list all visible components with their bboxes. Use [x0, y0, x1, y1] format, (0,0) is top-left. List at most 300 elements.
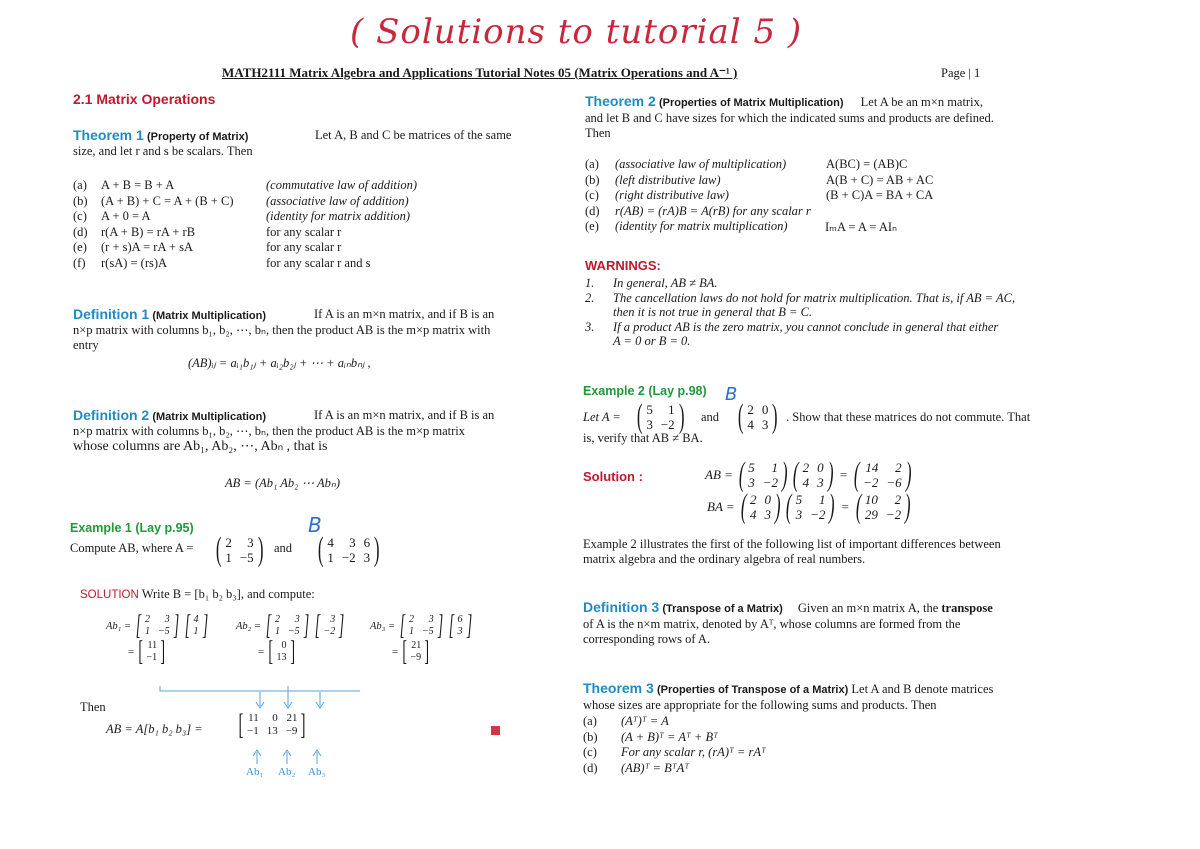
ab-result-cell-0-1: 2 — [895, 460, 902, 475]
theorem-2-item — [585, 157, 1015, 173]
ab1-matrix-cell-1-0: 1 — [144, 626, 150, 637]
item-comment: (right distributive law) — [615, 188, 729, 202]
ex2-matrix-a-cell-1-1: −2 — [660, 417, 675, 432]
solution-1-text: Write B = [b₁ b₂ b₃], and compute: — [141, 587, 315, 601]
ex2-matrix-a-cell-1-0: 3 — [646, 417, 653, 432]
ab-m1-cell-1-0: 3 — [748, 475, 755, 490]
theorem-1-item — [73, 240, 473, 256]
example-1-matrix-a — [213, 531, 266, 568]
definition-3-subtitle: (Transpose of a Matrix) — [662, 603, 783, 615]
ab1-result-close-bracket: ] — [160, 636, 166, 667]
ab-final-label: AB = A[b₁ b₂ b₃] = — [106, 722, 203, 736]
ab-m1-close-bracket: ) — [781, 456, 788, 493]
item-number: (c) — [585, 188, 599, 202]
theorem-2 — [585, 94, 1055, 141]
ab2-matrix-cell-0-0: 2 — [274, 614, 280, 625]
ab2-line — [236, 610, 347, 641]
warning-text-2: A = 0 or B = 0. — [613, 334, 691, 348]
ab-final — [236, 708, 308, 741]
theorem-3-subtitle: (Properties of Transpose of a Matrix) — [656, 684, 849, 696]
item-comment: (left distributive law) — [615, 172, 721, 187]
theorem-1-subtitle: (Property of Matrix) — [146, 131, 249, 143]
item-number: (b) — [73, 193, 88, 208]
ex2-matrix-a-cell-0-1: 1 — [668, 402, 675, 417]
definition-1-text-3: entry — [73, 338, 99, 352]
ex2-matrix-b-grid — [746, 402, 769, 432]
theorem-1-list — [73, 178, 473, 271]
item-formula: (A + B)ᵀ = Aᵀ + Bᵀ — [621, 729, 718, 744]
ba-result — [853, 488, 914, 525]
handwritten-title: ( Solutions to tutorial 5 ) — [350, 12, 803, 52]
ba-m1-cell-1-0: 4 — [750, 507, 757, 522]
ab3-result-cell-0-0: 21 — [411, 640, 422, 651]
item-comment: (identity for matrix addition) — [266, 209, 411, 223]
matrix-b-open-bracket: ( — [317, 531, 324, 568]
item-number: (a) — [585, 157, 599, 171]
ab1-equals: = — [128, 646, 135, 658]
ab-result-cell-1-1: −6 — [886, 475, 902, 490]
warning-number: 1. — [585, 276, 595, 290]
ab3-vector-grid — [457, 614, 464, 638]
item-formula: A(BC) = (AB)C — [826, 157, 908, 171]
example-1-and: and — [274, 541, 293, 555]
ab2-computation — [236, 610, 347, 667]
example-2-and: and — [701, 410, 720, 424]
ab3-vector-close-bracket: ] — [466, 610, 472, 641]
item-comment: r(AB) = (rA)B = A(rB) for any scalar r — [615, 203, 811, 218]
column-up-arrows — [245, 748, 335, 766]
ab2-vector-cell-1-0: −2 — [323, 626, 336, 637]
example-1-matrix-b — [315, 531, 383, 568]
ab-final-open-bracket: [ — [238, 708, 244, 741]
ab2-matrix-cell-1-0: 1 — [274, 626, 280, 637]
col-label-1: Ab₁ — [246, 766, 264, 778]
ba-equals: = — [840, 499, 850, 514]
ab1-computation — [106, 610, 210, 667]
page-header-title: MATH2111 Matrix Algebra and Applications Tutorial Notes 05 (Matrix Operations and A⁻¹ ) — [222, 65, 738, 80]
item-comment: for any scalar r and s — [266, 255, 371, 270]
definition-3-bold: transpose — [941, 601, 993, 615]
theorem-2-item — [585, 173, 1015, 189]
item-comment: (associative law of multiplication) — [615, 157, 787, 171]
definition-3 — [583, 600, 1053, 647]
matrix-b-grid — [326, 535, 371, 565]
ab-m2-cell-1-0: 4 — [802, 475, 810, 490]
theorem-2-list — [585, 157, 1015, 235]
ab-final-close-bracket: ] — [300, 708, 306, 741]
warning-number: 3. — [585, 320, 595, 334]
ab3-matrix-open-bracket: [ — [399, 610, 406, 641]
ab1-result-cell-0-0: 11 — [147, 640, 158, 651]
theorem-1 — [73, 128, 533, 159]
warning-number: 2. — [585, 291, 595, 305]
ab-result-cell-1-0: −2 — [863, 475, 879, 490]
ba-m2-cell-1-0: 3 — [795, 507, 803, 522]
ex2-matrix-b-cell-1-0: 4 — [747, 417, 754, 432]
ab2-result-line — [258, 636, 347, 667]
ab-m1-grid — [747, 460, 779, 490]
item-number: (d) — [583, 760, 598, 775]
column-labels — [246, 765, 325, 780]
ab-m1 — [736, 456, 790, 493]
definition-2 — [73, 408, 543, 454]
ba-m2-grid — [795, 492, 827, 522]
ab1-result-line — [128, 636, 210, 667]
ba-m1-cell-0-1: 0 — [764, 492, 771, 507]
example-1-prompt: Compute AB, where A = — [70, 541, 194, 555]
definition-2-text-3: whose columns are Ab₁, Ab₂, ⋯, Abₙ , that is — [73, 439, 328, 454]
ba-m1-close-bracket: ) — [774, 488, 781, 525]
matrix-a-cell-1-1: −5 — [239, 550, 254, 565]
ab-m1-cell-0-1: 1 — [771, 460, 779, 475]
solution-1-label: SOLUTION — [80, 589, 139, 601]
ba-result-open-bracket: ( — [855, 488, 862, 525]
warning-text: In general, AB ≠ BA. — [613, 276, 718, 290]
ab3-label: Ab₃ = — [370, 620, 396, 632]
item-number: (e) — [73, 240, 87, 254]
ab1-vector — [182, 610, 211, 641]
example-2-matrix-b — [735, 398, 781, 435]
ab3-vector-cell-1-0: 3 — [457, 626, 463, 637]
ab3-computation — [370, 610, 474, 667]
example-2-text: . Show that these matrices do not commute. That — [786, 410, 1031, 424]
ab3-matrix-cell-0-0: 2 — [408, 614, 414, 625]
matrix-b-cell-0-1: 3 — [349, 535, 356, 550]
ba-m1-cell-1-1: 3 — [764, 507, 771, 522]
ab1-vector-close-bracket: ] — [202, 610, 208, 641]
solution-2-label: Solution : — [583, 469, 643, 484]
ab3-vector-cell-0-0: 6 — [457, 614, 463, 625]
ex2-matrix-b-close-bracket: ) — [772, 398, 778, 435]
ab2-vector — [312, 610, 348, 641]
ab-product — [705, 456, 914, 493]
handwritten-b-1: B — [308, 513, 322, 537]
ba-m1 — [738, 488, 784, 525]
ex2-matrix-a — [634, 398, 687, 435]
ab3-result-line — [392, 636, 474, 667]
ab3-line — [370, 610, 474, 641]
item-formula: (A + B) + C = A + (B + C) — [101, 193, 234, 208]
theorem-3-item — [583, 745, 883, 761]
theorem-2-text: Let A be an m×n matrix, — [860, 95, 983, 109]
item-formula: For any scalar r, (rA)ᵀ = rAᵀ — [621, 745, 766, 759]
ab1-vector-open-bracket: [ — [184, 610, 190, 641]
ex2-matrix-b — [735, 398, 781, 435]
example-1-label: Example 1 (Lay p.95) — [70, 521, 194, 535]
example-2-text-2: is, verify that AB ≠ BA. — [583, 431, 703, 445]
warnings-label: WARNINGS: — [585, 258, 661, 273]
ab3-matrix — [397, 610, 446, 641]
item-number: (b) — [585, 172, 600, 187]
ab-final-matrix — [236, 708, 308, 741]
theorem-2-item — [585, 188, 1015, 204]
matrix-a-open-bracket: ( — [215, 531, 222, 568]
item-formula: (Aᵀ)ᵀ = A — [621, 714, 669, 728]
ba-product — [707, 488, 913, 525]
ab1-vector-cell-0-0: 4 — [193, 614, 199, 625]
page-number: Page | 1 — [941, 66, 981, 80]
item-comment: for any scalar r — [266, 240, 342, 254]
ab-result-cell-0-0: 14 — [865, 460, 879, 475]
ab1-matrix-cell-0-0: 2 — [144, 614, 150, 625]
ex2-matrix-a-open-bracket: ( — [636, 398, 643, 435]
example-2-label: Example 2 (Lay p.98) — [583, 384, 707, 398]
ab2-result-grid — [276, 640, 288, 664]
ab2-matrix-close-bracket: ] — [303, 610, 309, 641]
ab3-matrix-cell-1-0: 1 — [408, 626, 414, 637]
matrix-a-cell-0-1: 3 — [247, 535, 254, 550]
ba-m2-close-bracket: ) — [829, 488, 835, 525]
example-2-note-2: matrix algebra and the ordinary algebra of real numbers. — [583, 552, 866, 566]
example-2-note — [583, 537, 1053, 567]
ab1-result-open-bracket: [ — [138, 636, 144, 667]
ba-result-grid — [864, 492, 902, 522]
ex2-matrix-b-cell-0-0: 2 — [747, 402, 754, 417]
definition-3-text: Given an m×n matrix A, the — [797, 601, 939, 615]
ab1-matrix-open-bracket: [ — [135, 610, 142, 641]
item-formula: (B + C)A = BA + CA — [826, 188, 934, 202]
matrix-b-cell-1-1: −2 — [341, 550, 356, 565]
ex2-matrix-b-open-bracket: ( — [737, 398, 744, 435]
theorem-3 — [583, 681, 1053, 713]
ab3-result-close-bracket: ] — [424, 636, 430, 667]
example-1-text — [70, 541, 193, 556]
theorem-3-item — [583, 761, 883, 777]
ab1-matrix — [133, 610, 182, 641]
theorem-1-item — [73, 194, 473, 210]
ab2-vector-close-bracket: ] — [338, 610, 345, 641]
definition-2-text-2: n×p matrix with columns b₁, b₂, ⋯, bₙ, then the product AB is the m×p matrix — [73, 424, 465, 438]
theorem-1-item — [73, 178, 473, 194]
theorem-1-label: Theorem 1 — [73, 127, 144, 143]
ab3-result — [400, 636, 431, 667]
theorem-3-text-2: whose sizes are appropriate for the following sums and products. Then — [583, 698, 937, 712]
column-arrows — [150, 684, 360, 714]
definition-1-subtitle: (Matrix Multiplication) — [152, 310, 267, 322]
item-formula: (r + s)A = rA + sA — [101, 240, 193, 254]
theorem-1-intro-2: size, and let r and s be scalars. Then — [73, 144, 253, 158]
ba-m1-grid — [749, 492, 772, 522]
definition-3-text-2: of A is the n×m matrix, denoted by Aᵀ, whose columns are formed from the — [583, 617, 961, 631]
example-2-let: Let A = — [583, 410, 621, 424]
ab2-result-cell-0-0: 0 — [281, 640, 287, 651]
ab-m2-cell-1-1: 3 — [817, 475, 824, 490]
definition-1-formula: (AB)ᵢⱼ = aᵢ₁b₁ⱼ + aᵢ₂b₂ⱼ + ⋯ + aᵢₙbₙⱼ , — [188, 356, 371, 370]
ab3-result-cell-1-0: −9 — [410, 652, 422, 663]
ab-m1-cell-1-1: −2 — [762, 475, 779, 490]
ab-final-cell-1-1: 13 — [266, 725, 278, 737]
col-label-3: Ab₃ — [308, 766, 326, 778]
theorem-2-text-2: and let B and C have sizes for which the indicated sums and products are defined. — [585, 111, 994, 125]
item-formula: A + B = B + A — [101, 178, 175, 192]
ab2-matrix-cell-0-1: 3 — [294, 614, 300, 625]
ab2-matrix-grid — [274, 614, 301, 638]
theorem-3-item — [583, 730, 883, 746]
ab-final-cell-0-0: 11 — [248, 712, 259, 724]
item-formula: A(B + C) = AB + AC — [826, 172, 934, 187]
solution-1 — [80, 587, 315, 603]
theorem-3-item — [583, 714, 883, 730]
item-number: (e) — [585, 219, 599, 233]
ba-m2-cell-1-1: −2 — [810, 507, 826, 522]
warning-text: The cancellation laws do not hold for matrix multiplication. That is, if AB = AC, — [613, 291, 1016, 305]
theorem-2-item — [585, 204, 1015, 220]
ab2-result-open-bracket: [ — [268, 636, 274, 667]
item-number: (d) — [73, 224, 88, 239]
matrix-b-cell-1-0: 1 — [327, 550, 334, 565]
matrix-a-cell-1-0: 1 — [225, 550, 232, 565]
ab3-equals: = — [392, 646, 399, 658]
item-formula: r(A + B) = rA + rB — [101, 224, 196, 239]
ab-m2-cell-0-0: 2 — [802, 460, 810, 475]
definition-1-label: Definition 1 — [73, 306, 150, 322]
ab2-result — [266, 636, 297, 667]
theorem-1-item — [73, 225, 473, 241]
ab-result — [851, 456, 914, 493]
handwritten-b-2: B — [725, 384, 738, 405]
ab-m2 — [790, 456, 836, 493]
ab-m2-cell-0-1: 0 — [817, 460, 824, 475]
matrix-a-cell-0-0: 2 — [225, 535, 232, 550]
warning-item — [585, 276, 1055, 290]
ba-m1-open-bracket: ( — [740, 488, 747, 525]
matrix-b-cell-0-0: 4 — [327, 535, 334, 550]
definition-2-formula: AB = (Ab₁ Ab₂ ⋯ Abₙ) — [225, 476, 341, 490]
item-number: (b) — [583, 729, 598, 744]
item-number: (f) — [73, 255, 86, 270]
definition-1-text: If A is an m×n matrix, and if B is an — [314, 307, 495, 321]
ab-result-grid — [862, 460, 903, 490]
ab2-vector-grid — [323, 614, 337, 638]
ab-m1-cell-0-0: 5 — [748, 460, 755, 475]
ba-m2-cell-0-1: 1 — [818, 492, 826, 507]
ba-m2-open-bracket: ( — [786, 488, 792, 525]
item-formula: (AB)ᵀ = BᵀAᵀ — [621, 760, 690, 775]
ab-line — [705, 456, 914, 493]
ba-m2 — [783, 488, 837, 525]
ab-m1-open-bracket: ( — [738, 456, 745, 493]
example-2-note-1: Example 2 illustrates the first of the following list of important differences between — [583, 537, 1001, 551]
matrix-b-cell-1-2: 3 — [363, 550, 371, 565]
ba-m2-cell-0-0: 5 — [795, 492, 803, 507]
warnings-list — [585, 276, 1055, 349]
ab-final-cell-0-1: 0 — [272, 712, 278, 724]
ab2-equals: = — [258, 646, 265, 658]
ab1-result-grid — [146, 640, 159, 664]
ex2-matrix-a-close-bracket: ) — [678, 398, 685, 435]
item-number: (c) — [73, 209, 87, 223]
ba-result-cell-1-1: −2 — [885, 507, 902, 522]
theorem-2-subtitle: (Properties of Matrix Multiplication) — [658, 97, 844, 109]
matrix-b-cell-0-2: 6 — [363, 535, 371, 550]
theorem-2-item — [585, 219, 1015, 235]
end-of-proof-mark — [491, 726, 500, 735]
ab3-matrix-close-bracket: ] — [437, 610, 443, 641]
ab1-matrix-cell-0-1: 3 — [164, 614, 170, 625]
warning-item — [585, 320, 1055, 348]
theorem-2-label: Theorem 2 — [585, 93, 656, 109]
ab-m2-grid — [802, 460, 825, 490]
ab-label: AB = — [705, 467, 733, 482]
matrix-a — [213, 531, 266, 568]
ab-m2-close-bracket: ) — [827, 456, 834, 493]
ab-final-cell-1-2: −9 — [285, 725, 298, 737]
ab2-vector-open-bracket: [ — [314, 610, 320, 641]
definition-2-text: If A is an m×n matrix, and if B is an — [314, 408, 495, 422]
ba-m1-cell-0-0: 2 — [750, 492, 757, 507]
definition-2-label: Definition 2 — [73, 407, 150, 423]
ab3-result-grid — [410, 640, 423, 664]
ba-line — [707, 488, 913, 525]
ab2-result-close-bracket: ] — [289, 636, 295, 667]
theorem-1-item — [73, 256, 473, 272]
ba-result-cell-1-0: 29 — [864, 507, 878, 522]
ab-equals: = — [839, 467, 848, 482]
ab3-matrix-grid — [408, 614, 435, 638]
item-formula: A + 0 = A — [101, 209, 151, 223]
theorem-2-text-3: Then — [585, 126, 611, 140]
item-number: (d) — [585, 203, 600, 218]
item-formula: IₘA = A = AIₙ — [825, 220, 898, 234]
ab1-matrix-grid — [144, 614, 171, 638]
ex2-matrix-b-cell-1-1: 3 — [761, 417, 769, 432]
warning-item — [585, 291, 1055, 319]
ba-result-cell-0-1: 2 — [894, 492, 902, 507]
item-comment: (associative law of addition) — [266, 193, 409, 208]
ab1-line — [106, 610, 210, 641]
item-number: (c) — [583, 745, 597, 759]
theorem-3-label: Theorem 3 — [583, 680, 654, 696]
ex2-matrix-a-grid — [645, 402, 675, 432]
ab3-vector — [446, 610, 475, 641]
definition-1 — [73, 307, 543, 353]
warning-text: If a product AB is the zero matrix, you cannot conclude in general that either — [613, 320, 999, 334]
ab2-vector-cell-0-0: 3 — [330, 614, 336, 625]
ab2-matrix-open-bracket: [ — [265, 610, 272, 641]
item-formula: r(sA) = (rs)A — [101, 255, 168, 270]
ab2-matrix-cell-1-1: −5 — [287, 626, 300, 637]
item-comment: (commutative law of addition) — [266, 178, 418, 192]
matrix-b-close-bracket: ) — [374, 531, 380, 568]
section-title: 2.1 Matrix Operations — [73, 91, 216, 107]
theorem-3-text: Let A and B denote matrices — [851, 682, 994, 696]
ab-result-close-bracket: ) — [905, 456, 912, 493]
warning-text-2: then it is not true in general that B = C. — [613, 305, 813, 319]
ba-result-close-bracket: ) — [904, 488, 911, 525]
ab3-matrix-cell-0-1: 3 — [428, 614, 434, 625]
ab-final-grid — [246, 712, 298, 738]
ab-final-cell-0-2: 21 — [286, 712, 298, 724]
ab2-matrix — [263, 610, 312, 641]
ab1-matrix-cell-1-1: −5 — [157, 626, 170, 637]
definition-1-text-2: n×p matrix with columns b₁, b₂, ⋯, bₙ, then the product AB is the m×p matrix with — [73, 323, 491, 337]
definition-2-subtitle: (Matrix Multiplication) — [152, 411, 267, 423]
ab1-label: Ab₁ = — [106, 620, 132, 632]
ba-label: BA = — [707, 499, 735, 514]
ab1-vector-cell-1-0: 1 — [193, 626, 199, 637]
theorem-3-list — [583, 714, 883, 776]
ab-result-open-bracket: ( — [853, 456, 860, 493]
ab-m2-open-bracket: ( — [793, 456, 799, 493]
ab1-result — [136, 636, 167, 667]
ab2-result-cell-1-0: 13 — [276, 652, 287, 663]
ba-result-cell-0-0: 10 — [864, 492, 878, 507]
example-2-matrix-a — [634, 398, 687, 435]
ab1-vector-grid — [193, 614, 200, 638]
ab3-matrix-cell-1-1: −5 — [421, 626, 434, 637]
ab1-matrix-close-bracket: ] — [173, 610, 179, 641]
matrix-a-close-bracket: ) — [257, 531, 264, 568]
